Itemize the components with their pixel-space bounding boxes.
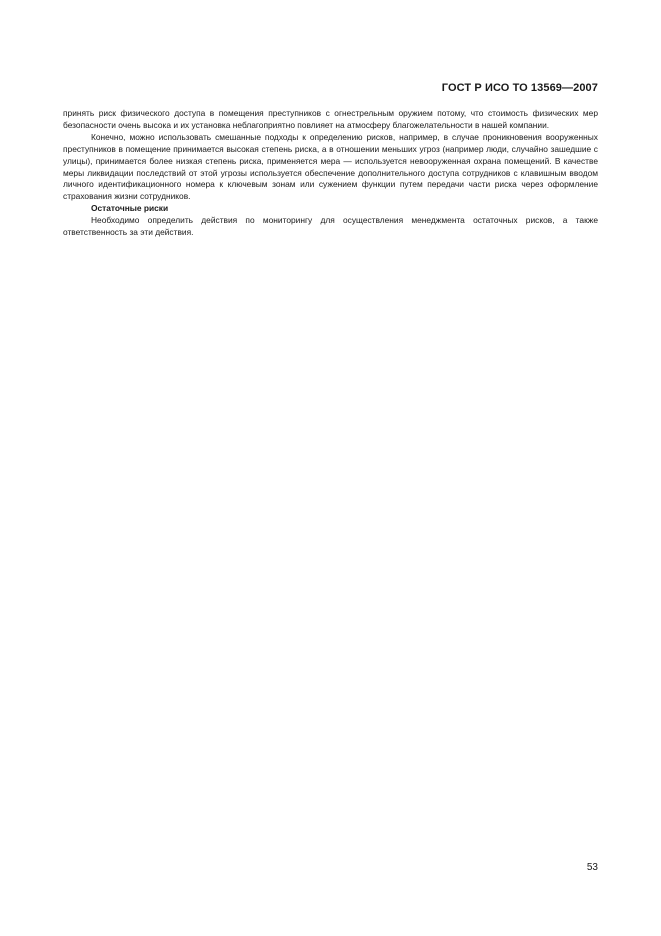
page-number: 53 — [586, 862, 598, 873]
document-header: ГОСТ Р ИСО ТО 13569—2007 — [441, 82, 598, 94]
paragraph-continuation: принять риск физического доступа в помещения преступников с огнестрельным оружием потому, что стоимость физических мер безопасности очень высока и их установка неблагоприятно повлияет на атмосферу благожелательности в нашей компании. — [63, 108, 598, 130]
document-body — [63, 108, 598, 239]
paragraph-mixed-approaches: Конечно, можно использовать смешанные подходы к определению рисков, например, в случае проникновения вооруженных преступников в помещение принимается высокая степень риска, а в отношении меньших угроз (например люди, случайно зашедшие с улицы), принимается более низкая степень риска, применяется мера — используется невооруженная охрана помещений. В качестве меры ликвидации последствий от этой угрозы используется обеспечение дополнительного доступа сотрудников с клавишным вводом личного идентификационного номера к ключевым зонам или сужением функции путем передачи части риска через оформление страхования жизни сотрудников. — [63, 131, 598, 202]
paragraph-residual-risks: Необходимо определить действия по мониторингу для осуществления менеджмента остаточных рисков, а также ответственность за эти действия. — [63, 215, 598, 238]
section-heading: Остаточные риски — [91, 203, 169, 214]
